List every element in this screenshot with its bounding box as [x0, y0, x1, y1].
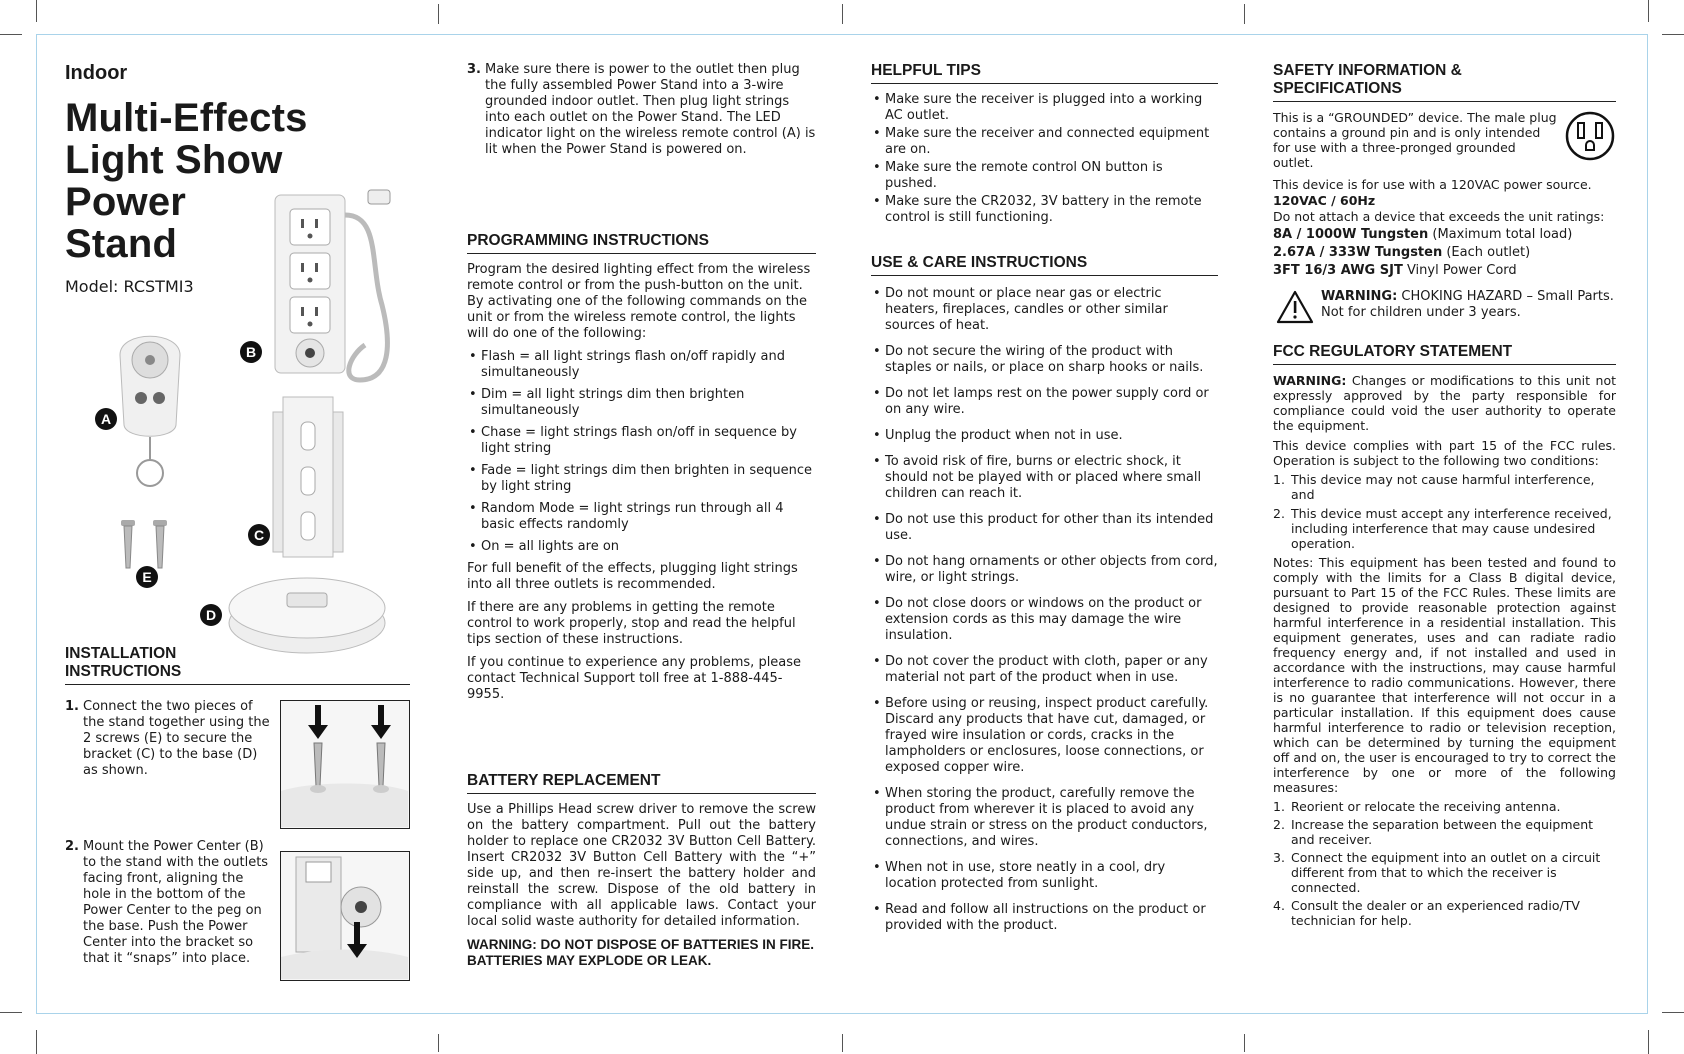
list-item: 2. This device must accept any interference received, including interference that may cause undesired operation. [1273, 506, 1612, 551]
list-item: • Chase = light strings flash on/off in sequence by light string [467, 425, 816, 457]
list-item: • When not in use, store neatly in a cool, dry location protected from sunlight. [871, 860, 1218, 892]
list-item: • Flash = all light strings flash on/off rapidly and simultaneously [467, 349, 816, 381]
part-label-e: E [136, 566, 158, 588]
remote-control-illustration [110, 325, 190, 490]
battery-section [467, 772, 816, 976]
column-safety-fcc [1273, 62, 1616, 928]
step-2-figure [280, 851, 410, 981]
grounded-block [1273, 110, 1616, 170]
spec-total-load: 8A / 1000W Tungsten (Maximum total load) [1273, 227, 1573, 242]
list-item: • Make sure the receiver is plugged into a working AC outlet. [871, 92, 1218, 124]
crop-mark [1648, 0, 1649, 22]
crop-mark [842, 4, 843, 24]
list-item: 1. Reorient or relocate the receiving antenna. [1273, 799, 1561, 814]
crop-mark [438, 1034, 439, 1052]
list-item: • Make sure the remote control ON button is pushed. [871, 160, 1218, 192]
fcc-heading: FCC REGULATORY STATEMENT [1273, 343, 1616, 365]
screws-illustration [115, 518, 175, 573]
installation-step-1: 1. Connect the two pieces of the stand together using the 2 screws (E) to secure the bracket (C) to the base (D) as shown. [65, 699, 270, 778]
column-programming [467, 62, 816, 968]
programming-note-1: For full benefit of the effects, plugging light strings into all three outlets is recommended. [467, 561, 798, 592]
list-item: • Do not secure the wiring of the product with staples or nails, or place on sharp hooks or nails. [871, 344, 1218, 376]
crop-mark [0, 1012, 22, 1013]
care-heading: USE & CARE INSTRUCTIONS [871, 254, 1218, 276]
list-item: • Read and follow all instructions on the product or provided with the product. [871, 902, 1218, 934]
programming-note-2: If there are any problems in getting the remote control to work properly, stop and read the helpful tips section of these instructions. [467, 600, 796, 647]
crop-mark [36, 0, 37, 22]
list-item: 4. Consult the dealer or an experienced radio/TV technician for help. [1273, 898, 1580, 928]
tips-list [871, 92, 1218, 226]
part-label-b: B [240, 341, 262, 363]
rating-note: Do not attach a device that exceeds the unit ratings: [1273, 209, 1605, 224]
crop-mark [36, 1030, 37, 1054]
programming-section [467, 232, 816, 710]
crop-mark [0, 34, 22, 35]
programming-note-3: If you continue to experience any problems, please contact Technical Support toll free at 1-888-445-9955. [467, 655, 802, 702]
list-item: • Unplug the product when not in use. [871, 428, 1218, 444]
crop-mark [1648, 1030, 1649, 1054]
part-label-c: C [248, 524, 270, 546]
installation-section [65, 645, 410, 699]
list-item: • Make sure the receiver and connected equipment are on. [871, 126, 1218, 158]
page-title: Multi-Effects Light Show Power Stand [65, 96, 308, 266]
spec-voltage: 120VAC / 60Hz [1273, 193, 1376, 208]
grounded-outlet-icon [1564, 110, 1616, 162]
list-item: • On = all lights are on [467, 539, 816, 555]
spec-cord: 3FT 16/3 AWG SJT Vinyl Power Cord [1273, 263, 1517, 278]
programming-heading: PROGRAMMING INSTRUCTIONS [467, 232, 816, 254]
installation-step-3: 3. Make sure there is power to the outlet then plug the fully assembled Power Stand into a 3-wire grounded indoor outlet. Then plug light strings into each outlet on the Power Stand. The LED indicator light on the wireless remote control (A) is lit when the Power Stand is powered on. [467, 62, 816, 157]
battery-body: Use a Phillips Head screw driver to remove the screw on the battery compartment. Pull out the battery holder to replace one CR2032 3V Button Cell Battery. Insert CR2032 3V Button Cell Battery with the “+” side up, and then re-insert the battery holder and reinstall the screw. Dispose of the old battery in compliance with all applicable laws. Contact your local solid waste authority for detailed information. [467, 802, 816, 929]
part-label-a: A [95, 408, 117, 430]
list-item: 1. This device may not cause harmful interference, and [1273, 472, 1595, 502]
choking-warning: WARNING: CHOKING HAZARD – Small Parts. Not for children under 3 years. [1273, 289, 1616, 321]
list-item: • Do not close doors or windows on the product or extension cords as this may damage the wire insulation. [871, 596, 1218, 644]
battery-warning: WARNING: DO NOT DISPOSE OF BATTERIES IN FIRE. BATTERIES MAY EXPLODE OR LEAK. [467, 937, 815, 968]
tips-heading: HELPFUL TIPS [871, 62, 1218, 84]
list-item: • Do not mount or place near gas or electric heaters, fireplaces, candles or other similar sources of heat. [871, 286, 1218, 334]
list-item: 2. Increase the separation between the equipment and receiver. [1273, 817, 1594, 847]
part-label-d: D [200, 604, 222, 626]
model-number: Model: RCSTMI3 [65, 277, 194, 296]
list-item: 3. Connect the equipment into an outlet on a circuit different from that to which the receiver is connected. [1273, 850, 1601, 895]
crop-mark [1244, 4, 1245, 24]
programming-intro: Program the desired lighting effect from the wireless remote control or from the push-button on the unit. By activating one of the following commands on the unit or from the wireless remote control, the lights will do one of the following: [467, 262, 811, 341]
bracket-illustration [268, 392, 348, 562]
list-item: • When storing the product, carefully remove the product from wherever it is placed to avoid any undue strain or stress on the product conductors, connections, and wires. [871, 786, 1218, 850]
safety-heading: SAFETY INFORMATION & SPECIFICATIONS [1273, 62, 1616, 102]
list-item: • Dim = all light strings dim then brighten simultaneously [467, 387, 816, 419]
list-item: • Do not let lamps rest on the power supply cord or on any wire. [871, 386, 1218, 418]
list-item: • Make sure the CR2032, 3V battery in the remote control is still functioning. [871, 194, 1218, 226]
list-item: • Do not cover the product with cloth, paper or any material not part of the product when in use. [871, 654, 1218, 686]
spec-each-outlet: 2.67A / 333W Tungsten (Each outlet) [1273, 245, 1531, 260]
kicker: Indoor [65, 62, 128, 84]
column-tips-care [871, 62, 1218, 934]
power-source: This device is for use with a 120VAC power source. [1273, 177, 1592, 192]
fcc-warning: WARNING: Changes or modifications to this unit not expressly approved by the party responsible for compliance could void the user authority to operate the equipment. [1273, 373, 1616, 433]
installation-step-2: 2. Mount the Power Center (B) to the stand with the outlets facing front, aligning the hole in the bottom of the Power Center to the peg on the base. Push the Power Center into the bracket so that it “snaps” into place. [65, 839, 269, 966]
fcc-notes: Notes: This equipment has been tested and found to comply with the limits for a Class B digital device, pursuant to Part 15 of the FCC Rules. These limits are designed to provide reasonable protection against harmful interference in a residential installation. This equipment generates, uses and can radiate radio frequency energy and, if not installed and used in accordance with the instructions, may cause harmful interference to radio communications. However, there is no guarantee that interference will not occur in a particular installation. If this equipment does cause harmful interference to radio or television reception, which can be determined by turning the equipment off and on, the user is encouraged to try to correct the interference by one or more of the following measures: [1273, 555, 1616, 795]
crop-mark [842, 1034, 843, 1052]
list-item: • Fade = light strings dim then brighten in sequence by light string [467, 463, 816, 495]
crop-mark [1244, 1034, 1245, 1052]
list-item: • Do not use this product for other than its intended use. [871, 512, 1218, 544]
list-item: • Do not hang ornaments or other objects from cord, wire, or light strings. [871, 554, 1218, 586]
grounded-text: This is a “GROUNDED” device. The male plug contains a ground pin and is only intended for use with a three-pronged grounded outlet. [1273, 110, 1557, 170]
fcc-measures [1273, 799, 1616, 928]
list-item: • Before using or reusing, inspect product carefully. Discard any products that have cut, damaged, or frayed wire insulation or cords, cracks in the lampholders or enclosures, loose connections, or exposed copper wire. [871, 696, 1218, 776]
crop-mark [1662, 1012, 1684, 1013]
fcc-conditions [1273, 472, 1616, 551]
crop-mark [438, 4, 439, 24]
care-list [871, 286, 1218, 934]
list-item: • Random Mode = light strings run through all 4 basic effects randomly [467, 501, 816, 533]
step-1-figure [280, 700, 410, 829]
warning-triangle-icon [1275, 289, 1315, 325]
crop-mark [1662, 34, 1684, 35]
effects-list [467, 349, 816, 555]
power-center-illustration [270, 185, 410, 390]
list-item: • To avoid risk of fire, burns or electric shock, it should not be played with or placed where small children can reach it. [871, 454, 1218, 502]
battery-heading: BATTERY REPLACEMENT [467, 772, 816, 794]
fcc-complies: This device complies with part 15 of the FCC rules. Operation is subject to the following two conditions: [1273, 438, 1616, 468]
installation-heading: INSTALLATION INSTRUCTIONS [65, 645, 410, 685]
